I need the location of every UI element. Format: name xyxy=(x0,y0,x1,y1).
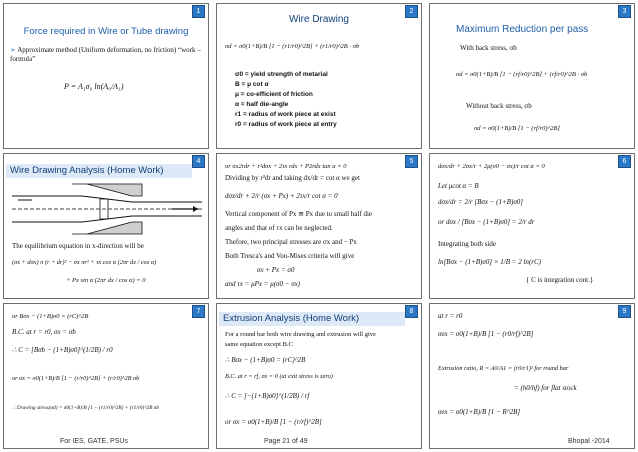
derivation-line: Integrating both side xyxy=(438,240,496,248)
derivation-line: ∴ C = [Bσb − (1+B)σ0]^(1/2B) / r0 xyxy=(12,346,113,354)
slide-8 xyxy=(216,303,422,449)
slide-1 xyxy=(3,3,209,149)
slide-number: 4 xyxy=(192,155,205,168)
slide-number: 6 xyxy=(618,155,631,168)
equilibrium-eq-1: (σx + dσx) π (r + dr)² − σx πr² + τx cos α (2πr dx / cos α) xyxy=(12,259,157,266)
wire-drawing-die-diagram xyxy=(12,182,202,236)
drawing-stress-formula: σd = σ0(1+B)/B [1 − (r1/r0)^2B] + (r1/r0)^2B · σb xyxy=(225,43,360,50)
slide-number: 5 xyxy=(405,155,418,168)
legend-item: r0 = radius of work piece at entry xyxy=(235,121,337,128)
bullet-icon: ➢ xyxy=(10,46,18,54)
derivation-line: σx + Px = σ0 xyxy=(257,266,295,274)
derivation-line: Let μcot α = B xyxy=(438,182,479,190)
derivation-line: B.C. at r = r0, σx = σb xyxy=(12,328,76,336)
derivation-line: or Bσx − (1+B)σ0 = (rC)^2B xyxy=(12,313,89,320)
slide-title: Maximum Reduction per pass xyxy=(456,24,589,35)
slide-title: Wire Drawing Analysis (Home Work) xyxy=(6,164,192,178)
slide-7 xyxy=(3,303,209,449)
footer-center: Page 21 of 49 xyxy=(264,438,308,445)
slide-number: 2 xyxy=(405,5,418,18)
derivation-line: and τx = μPx = μ(σ0 − σx) xyxy=(225,280,301,288)
derivation-line: ln[Bσx − (1+B)σ0] × 1/B = 2 ln(rC) xyxy=(438,258,541,266)
slide-number: 8 xyxy=(405,305,418,318)
derivation-line: σex = σ0(1+B)/B [1 − R^2B] xyxy=(438,408,521,416)
slide-2 xyxy=(216,3,422,149)
derivation-line: Extrusion ratio, R = A0/A1 = (r0/r1)² for round bar xyxy=(438,365,569,372)
slide-number: 1 xyxy=(192,5,205,18)
equilibrium-text: The equilibrium equation in x-direction will be xyxy=(12,242,144,250)
derivation-line: ∴ C = [−(1+B)σ0]^(1/2B) / rf xyxy=(225,392,310,400)
derivation-line: dσx/dr = 2/r [Bσx − (1+B)σ0] xyxy=(438,198,523,206)
derivation-line: Thefore, two principal stresses are σx and − Px xyxy=(225,238,357,246)
equilibrium-eq-2: + Px sin α (2πr dx / cos α) = 0 xyxy=(66,277,146,284)
derivation-line: same equation except B.C xyxy=(225,341,293,348)
without-back-stress-label: Without back stress, σb xyxy=(466,102,532,110)
slide-title: Wire Drawing xyxy=(288,14,349,25)
slide-5 xyxy=(216,153,422,299)
derivation-line: For a round bar both wire drawing and extrusion will give xyxy=(225,331,376,338)
derivation-line: Both Tresca's and Von-Mises criteria will give xyxy=(225,252,355,260)
derivation-line: dσx/dr + 2/r (σx + Px) + 2τx/r cot α = 0 xyxy=(225,192,338,200)
derivation-line: ∴ Drawing stress(σd) = σ0(1+B)/B [1 − (r1/r0)^2B] + (r1/r0)^2B σb xyxy=(12,405,159,411)
derivation-line: dσx/dr + 2σx/r + 2μ(σ0 − σx)/r cot α = 0 xyxy=(438,163,545,170)
slide-4 xyxy=(3,153,209,299)
derivation-line: or σx = σ0(1+B)/B [1 − (r/r0)^2B] + (r/r0)^2B σb xyxy=(12,375,140,382)
derivation-line: Vertical component of Px ≅ Px due to small half die xyxy=(225,210,373,218)
slide-title: Force required in Wire or Tube drawing xyxy=(23,26,189,37)
with-back-stress-label: With back stress, σb xyxy=(460,44,517,52)
derivation-line: ∴ Bσx − (1+B)σ0 = (rC)^2B xyxy=(225,356,306,364)
slide-9 xyxy=(429,303,635,449)
bullet-text: ➢ Approximate method (Uniform deformation, no friction) “work – formula” xyxy=(10,46,201,63)
derivation-line: at r = r0 xyxy=(438,312,463,320)
legend-item: α = half die-angle xyxy=(235,101,289,108)
derivation-line: σex = σ0(1+B)/B [1 − (r0/rf)^2B] xyxy=(438,330,534,338)
derivation-line: B.C. at r = rf, σx = 0 (at exit stress is zero) xyxy=(225,373,333,380)
derivation-line: Dividing by r²dr and taking dx/dr = cot α we get xyxy=(225,174,360,182)
derivation-line: angles and that of τx can be neglected. xyxy=(225,224,333,232)
slide-number: 3 xyxy=(618,5,631,18)
legend-item: r1 = radius of work piece at exist xyxy=(235,111,336,118)
work-formula: P = A₁σ₀ ln(A₀/A₁) xyxy=(64,82,124,91)
derivation-line: = (h0/hf) for flat stock xyxy=(514,384,577,392)
derivation-line: or σx = σ0(1+B)/B [1 − (r/rf)^2B] xyxy=(225,418,322,426)
footer-left: For IES, GATE, PSUs xyxy=(60,438,128,445)
derivation-line: { C is integration cont.} xyxy=(526,276,594,284)
legend-item: B = μ cot α xyxy=(235,81,269,88)
slide-6 xyxy=(429,153,635,299)
derivation-line: or dσx / [Bσx − (1+B)σ0] = 2/r dr xyxy=(438,218,535,226)
footer-right: Bhopal -2014 xyxy=(568,438,610,445)
legend-item: σ0 = yield strength of metarial xyxy=(235,71,328,78)
slide-title: Extrusion Analysis (Home Work) xyxy=(219,312,405,326)
slide-3 xyxy=(429,3,635,149)
slide-number: 9 xyxy=(618,305,631,318)
derivation-line: or σx2rdr + r²dσx + 2τx rdx + P2rdx tan α = 0 xyxy=(225,163,347,170)
formula-with-back-stress: σd = σ0(1+B)/B [1 − (rf/r0)^2B] + (rf/r0)^2B · σb xyxy=(456,71,588,78)
formula-without-back-stress: σd = σ0(1+B)/B [1 − (rf/r0)^2B] xyxy=(474,125,561,132)
legend-list xyxy=(235,70,420,130)
slide-number: 7 xyxy=(192,305,205,318)
legend-item: μ = co-efficient of friction xyxy=(235,91,313,98)
